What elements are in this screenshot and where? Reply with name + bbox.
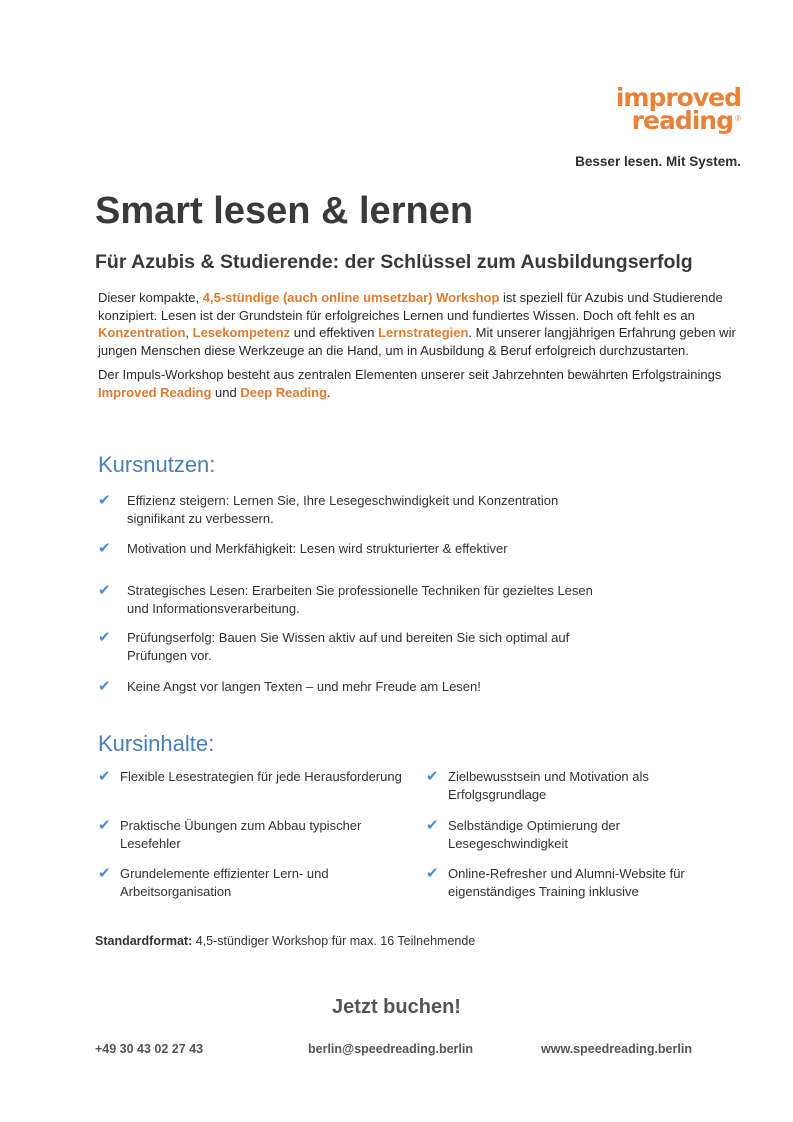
footer-website[interactable]: www.speedreading.berlin: [541, 1042, 692, 1056]
highlight-text: 4,5-stündige (auch online umsetzbar) Workshop: [202, 290, 500, 305]
footer-email[interactable]: berlin@speedreading.berlin: [308, 1042, 474, 1056]
benefit-item: ✔ Strategisches Lesen: Erarbeiten Sie professionelle Techniken für gezieltes Lesen und Informationsverarbeitung.: [98, 582, 593, 616]
logo-word-improved: improved: [615, 83, 741, 112]
body-text: Dieser kompakte,: [98, 290, 203, 305]
logo-registered-mark: ®: [735, 114, 741, 123]
body-text: und: [211, 384, 241, 400]
standard-format: [95, 934, 475, 948]
highlight-text: Konzentration: [98, 325, 186, 341]
highlight-text: Lernstrategien: [378, 325, 469, 341]
logo-tagline: Besser lesen. Mit System.: [575, 154, 741, 169]
standard-format-label: Standardformat:: [95, 934, 193, 948]
content-item: ✔ Grundelemente effizienter Lern- und Arbeitsorganisation: [98, 865, 329, 899]
body-text: ist speziell für Azubis und Studierende konzipiert. Lesen ist der Grundstein für erfolgreiches Lernen und fundiertes Wissen. Doch oft fehlt es an: [98, 290, 723, 323]
check-icon: ✔: [98, 768, 111, 785]
benefit-item: ✔ Prüfungserfolg: Bauen Sie Wissen aktiv auf und bereiten Sie sich optimal auf Prüfungen vor.: [98, 629, 570, 663]
body-text: und effektiven: [290, 325, 379, 341]
kursinhalte-heading: Kursinhalte:: [98, 731, 215, 756]
benefit-item: ✔ Motivation und Merkfähigkeit: Lesen wird strukturierter & effektiver: [98, 540, 508, 557]
page-title: Smart lesen & lernen: [95, 190, 474, 232]
check-icon: ✔: [426, 865, 439, 882]
standard-format-text: 4,5-stündiger Workshop für max. 16 Teilnehmende: [192, 934, 476, 948]
intro-paragraph-2: [98, 366, 758, 401]
body-text: . Mit unserer langjährigen Erfahrung geben wir jungen Menschen diese Werkzeuge an die Hand, um in Ausbildung & Beruf erfolgreich durchzustarten.: [98, 325, 736, 358]
check-icon: ✔: [98, 817, 111, 834]
check-icon: ✔: [98, 492, 111, 509]
intro-text: [98, 289, 758, 409]
highlight-text: Improved Reading: [98, 384, 212, 400]
check-icon: ✔: [98, 582, 111, 599]
content-item: ✔ Flexible Lesestrategien für jede Herausforderung: [98, 768, 402, 785]
highlight-text: Deep Reading: [240, 384, 328, 400]
check-icon: ✔: [98, 678, 111, 695]
check-icon: ✔: [98, 865, 111, 882]
benefit-item: ✔ Effizienz steigern: Lernen Sie, Ihre Lesegeschwindigkeit und Konzentration signifikant zu verbessern.: [98, 492, 559, 526]
content-item: ✔ Praktische Übungen zum Abbau typischer Lesefehler: [98, 817, 362, 851]
content-item: ✔ Selbständige Optimierung der Lesegeschwindigkeit: [426, 817, 620, 851]
content-item: ✔ Online-Refresher und Alumni-Website für eigenständiges Training inklusive: [426, 865, 685, 899]
page-subtitle: Für Azubis & Studierende: der Schlüssel zum Ausbildungserfolg: [95, 251, 693, 273]
check-icon: ✔: [98, 540, 111, 557]
check-icon: ✔: [98, 629, 111, 646]
body-text: Der Impuls-Workshop besteht aus zentralen Elementen unserer seit Jahrzehnten bewährten Erfolgstrainings: [98, 367, 722, 383]
footer-phone[interactable]: +49 30 43 02 27 43: [95, 1042, 204, 1056]
highlight-text: Lesekompetenz: [192, 325, 291, 341]
cta-heading: Jetzt buchen!: [332, 996, 461, 1018]
kursnutzen-heading: Kursnutzen:: [98, 452, 216, 477]
intro-paragraph-1: [98, 289, 758, 359]
logo-word-reading: reading: [631, 106, 733, 135]
body-text: .: [327, 384, 331, 400]
body-text: ,: [185, 325, 193, 341]
check-icon: ✔: [426, 768, 439, 785]
benefit-item: ✔ Keine Angst vor langen Texten – und mehr Freude am Lesen!: [98, 678, 481, 695]
logo: [575, 83, 741, 169]
content-item: ✔ Zielbewusstsein und Motivation als Erfolgsgrundlage: [426, 768, 649, 802]
check-icon: ✔: [426, 817, 439, 834]
